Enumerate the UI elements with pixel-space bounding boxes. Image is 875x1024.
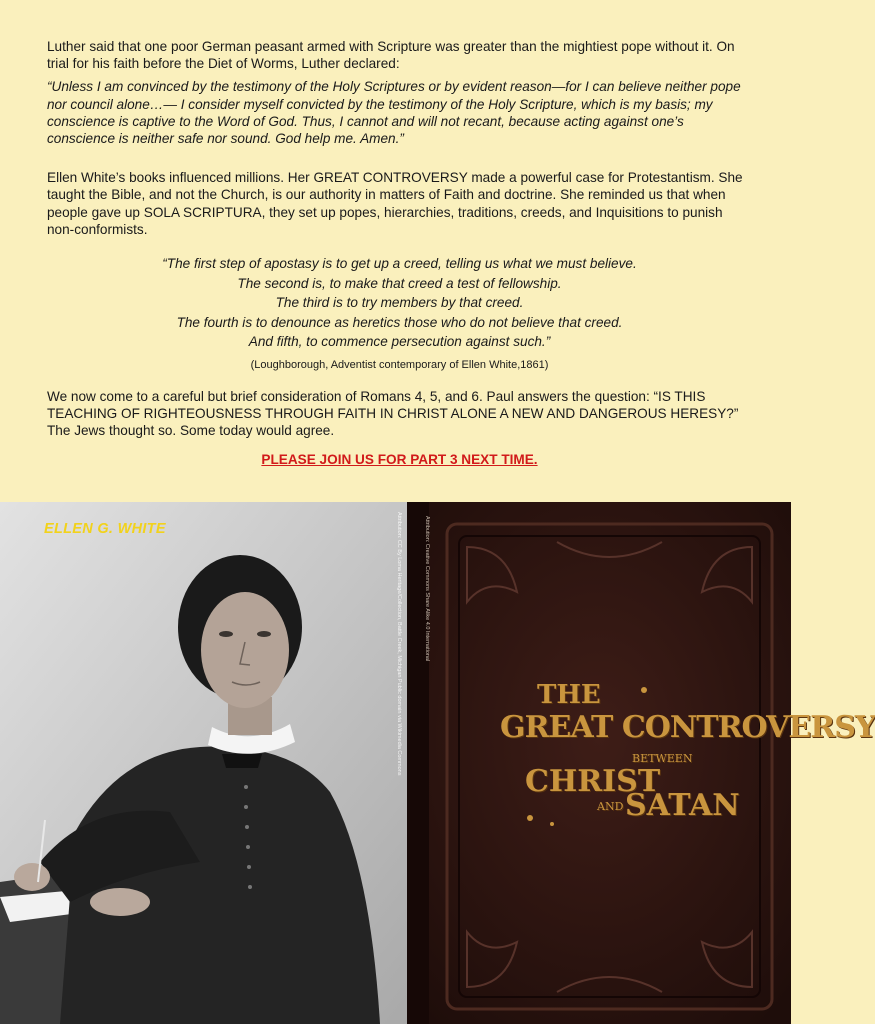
creed-line: The second is, to make that creed a test of fellowship.: [237, 275, 562, 291]
creed-quote: [47, 254, 752, 352]
join-us-link[interactable]: PLEASE JOIN US FOR PART 3 NEXT TIME.: [261, 452, 538, 468]
creed-line: The fourth is to denounce as heretics those who do not believe that creed.: [176, 314, 623, 330]
photo-strip: [0, 502, 875, 1024]
creed-line: And fifth, to commence persecution against such.”: [248, 334, 551, 350]
great-controversy-book-cover: [407, 502, 875, 1024]
creed-line: The third is to try members by that creed.: [275, 295, 524, 311]
book-title-the: THE: [537, 680, 601, 710]
book-title: [407, 502, 875, 1024]
creed-citation: (Loughborough, Adventist contemporary of Ellen White,1861): [250, 358, 549, 371]
book-attribution: Attribution: Creative Commons Share Alike 4.0 International: [424, 516, 430, 662]
intro-paragraph: Luther said that one poor German peasant armed with Scripture was greater than the mightiest pope without it. On trial for his faith before the Diet of Worms, Luther declared:: [47, 39, 735, 72]
luther-quote: “Unless I am convinced by the testimony of the Holy Scriptures or by evident reason—for I can believe neither pope nor council alone…— I consider myself convicted by the testimony of the Holy Scripture, which is my basis; my conscience is captive to the Word of God. Thus, I cannot and will not recant, because acting against one’s conscience is neither safe nor sound. God help me. Amen.”: [47, 79, 741, 147]
portrait-label: ELLEN G. WHITE: [44, 521, 166, 537]
ellen-white-portrait: [0, 502, 407, 1024]
portrait-attribution: Attribution: CC By Loma Heritage/Collection, Battle Creek, Michigan Public domain via Wikimedia Commons: [396, 512, 402, 776]
book-title-and: AND: [597, 800, 624, 813]
article-body: [47, 38, 752, 468]
ellen-white-paragraph: Ellen White’s books influenced millions. Her GREAT CONTROVERSY made a powerful case for Protestantism. She taught the Bible, and not the Church, is our authority in matters of Faith and doctrine. She reminded us that when people gave up SOLA SCRIPTURA, they set up popes, hierarchies, traditions, creeds, and Inquisitions to punish non-conformists.: [47, 170, 743, 237]
romans-paragraph: We now come to a careful but brief consideration of Romans 4, 5, and 6. Paul answers the question: “IS THIS TEACHING OF RIGHTEOUSNESS THROUGH FAITH IN CHRIST ALONE A NEW AND DANGEROUS HERESY?” The Jews thought so. Some today would agree.: [47, 388, 739, 438]
book-title-great-controversy: GREAT CONTROVERSY: [500, 710, 875, 745]
book-title-satan: SATAN: [625, 788, 740, 823]
book-title-between: BETWEEN: [632, 752, 693, 765]
portrait-illustration: [0, 502, 407, 1024]
book-title-christ: CHRIST: [525, 764, 661, 799]
creed-line: “The first step of apostasy is to get up a creed, telling us what we must believe.: [162, 256, 637, 272]
